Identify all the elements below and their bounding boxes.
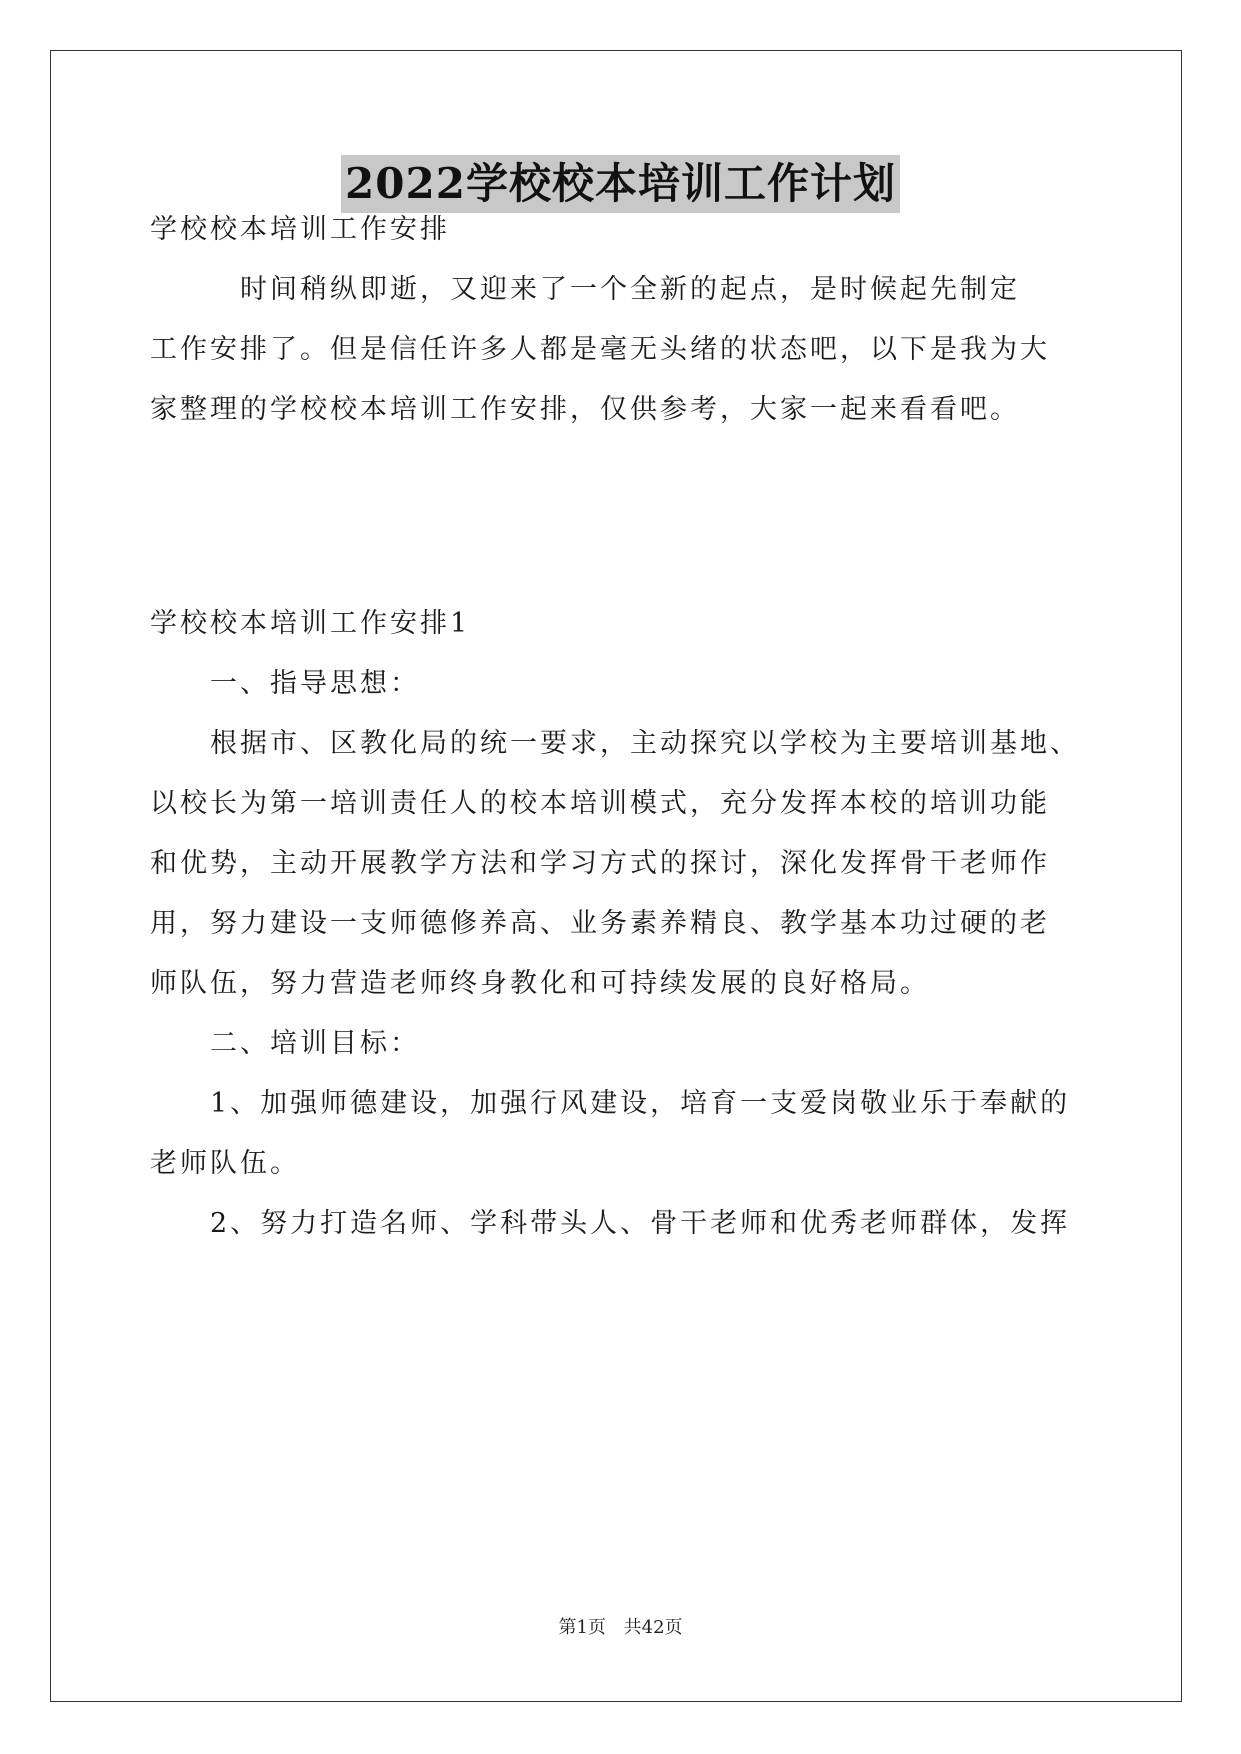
page-footer	[0, 1616, 1241, 1640]
body-block-2	[150, 594, 1090, 1254]
text-line: 根据市、区教化局的统一要求，主动探究以学校为主要培训基地、	[150, 728, 1080, 759]
text-line: 时间稍纵即逝，又迎来了一个全新的起点，是时候起先制定	[150, 274, 1020, 305]
body-block-1	[150, 200, 1090, 440]
text-line: 家整理的学校校本培训工作安排，仅供参考，大家一起来看看吧。	[150, 394, 1020, 425]
text-line: 用，努力建设一支师德修养高、业务素养精良、教学基本功过硬的老	[150, 908, 1050, 939]
text-line: 二、培训目标：	[150, 1028, 420, 1059]
text-line: 学校校本培训工作安排	[150, 214, 450, 245]
text-line: 工作安排了。但是信任许多人都是毫无头绪的状态吧，以下是我为大	[150, 334, 1050, 365]
page-number: 第1页	[558, 1617, 606, 1638]
text-line: 和优势，主动开展教学方法和学习方式的探讨，深化发挥骨干老师作	[150, 848, 1050, 879]
text-line: 以校长为第一培训责任人的校本培训模式，充分发挥本校的培训功能	[150, 788, 1050, 819]
text-line: 2、努力打造名师、学科带头人、骨干老师和优秀老师群体，发挥	[150, 1208, 1071, 1239]
page-total: 共42页	[623, 1617, 683, 1638]
text-line: 师队伍，努力营造老师终身教化和可持续发展的良好格局。	[150, 968, 930, 999]
text-line: 一、指导思想：	[150, 668, 420, 699]
text-line: 老师队伍。	[150, 1148, 300, 1179]
section-heading: 学校校本培训工作安排1	[150, 608, 471, 639]
document-title: 2022学校校本培训工作计划	[341, 155, 900, 213]
text-line: 1、加强师德建设，加强行风建设，培育一支爱岗敬业乐于奉献的	[150, 1088, 1071, 1119]
